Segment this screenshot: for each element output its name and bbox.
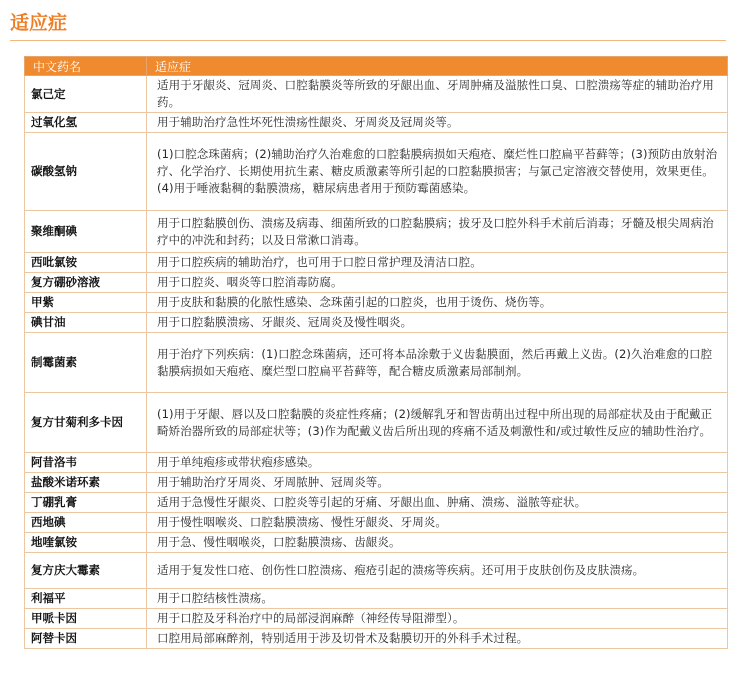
table-row (25, 513, 728, 533)
drug-name-cell: 利福平 (25, 589, 147, 609)
page-title: 适应症 (10, 12, 68, 34)
table-row (25, 273, 728, 293)
drug-name-cell: 西吡氯铵 (25, 253, 147, 273)
indication-cell: 用于辅助治疗牙周炎、牙周脓肿、冠周炎等。 (147, 473, 728, 493)
column-header-drug-name: 中文药名 (25, 57, 147, 76)
drug-name-cell: 氯己定 (25, 76, 147, 113)
indication-cell: 用于口腔炎、咽炎等口腔消毒防腐。 (147, 273, 728, 293)
indication-cell: 用于口腔黏膜溃疡、牙龈炎、冠周炎及慢性咽炎。 (147, 313, 728, 333)
drug-name-cell: 地喹氯铵 (25, 533, 147, 553)
table-row (25, 133, 728, 211)
drug-name-cell: 丁硼乳膏 (25, 493, 147, 513)
table-row (25, 629, 728, 649)
table-row (25, 473, 728, 493)
table-row (25, 589, 728, 609)
indication-cell: 适用于复发性口疮、创伤性口腔溃疡、疱疮引起的溃疡等疾病。还可用于皮肤创伤及皮肤溃疡。 (147, 553, 728, 589)
column-header-indications: 适应症 (147, 57, 728, 76)
drug-name-cell: 过氧化氢 (25, 113, 147, 133)
drug-name-cell: 复方庆大霉素 (25, 553, 147, 589)
indication-cell: (1)口腔念珠菌病；(2)辅助治疗久治难愈的口腔黏膜病损如天疱疮、糜烂性口腔扁平苔藓等；(3)预防由放射治疗、化学治疗、长期使用抗生素、糖皮质激素等所引起的口腔黏膜损害；与氯己定溶液交替使用，效果更佳。(4)用于唾液黏稠的黏膜溃疡，糖尿病患者用于预防霉菌感染。 (147, 133, 728, 211)
drug-name-cell: 复方甘菊利多卡因 (25, 393, 147, 453)
indication-cell: 用于单纯疱疹或带状疱疹感染。 (147, 453, 728, 473)
table-row (25, 253, 728, 273)
indication-cell: (1)用于牙龈、唇以及口腔黏膜的炎症性疼痛；(2)缓解乳牙和智齿萌出过程中所出现的局部症状及由于配戴正畸矫治器所致的局部症状等；(3)作为配戴义齿后所出现的疼痛不适及刺激性和/或过敏性反应的辅助性治疗。 (147, 393, 728, 453)
indication-cell: 用于口腔及牙科治疗中的局部浸润麻醉（神经传导阻滞型）。 (147, 609, 728, 629)
title-divider (10, 40, 726, 41)
table-row (25, 493, 728, 513)
indication-cell: 用于口腔疾病的辅助治疗，也可用于口腔日常护理及清洁口腔。 (147, 253, 728, 273)
table-row (25, 393, 728, 453)
drug-name-cell: 阿昔洛韦 (25, 453, 147, 473)
indications-table (24, 56, 728, 649)
indication-cell: 用于慢性咽喉炎、口腔黏膜溃疡、慢性牙龈炎、牙周炎。 (147, 513, 728, 533)
table-row (25, 313, 728, 333)
table-row (25, 533, 728, 553)
indication-cell: 用于治疗下列疾病：(1)口腔念珠菌病，还可将本品涂敷于义齿黏膜面，然后再戴上义齿。(2)久治难愈的口腔黏膜病损如天疱疮、糜烂型口腔扁平苔藓等，配合糖皮质激素局部制剂。 (147, 333, 728, 393)
drug-name-cell: 制霉菌素 (25, 333, 147, 393)
drug-name-cell: 阿替卡因 (25, 629, 147, 649)
table-row (25, 553, 728, 589)
drug-name-cell: 甲紫 (25, 293, 147, 313)
drug-name-cell: 西地碘 (25, 513, 147, 533)
indication-cell: 适用于牙龈炎、冠周炎、口腔黏膜炎等所致的牙龈出血、牙周肿痛及溢脓性口臭、口腔溃疡等症的辅助治疗用药。 (147, 76, 728, 113)
table-row (25, 609, 728, 629)
drug-name-cell: 碘甘油 (25, 313, 147, 333)
table-row (25, 333, 728, 393)
drug-name-cell: 盐酸米诺环素 (25, 473, 147, 493)
drug-name-cell: 复方硼砂溶液 (25, 273, 147, 293)
table-row (25, 113, 728, 133)
indication-cell: 适用于急慢性牙龈炎、口腔炎等引起的牙痛、牙龈出血、肿痛、溃疡、溢脓等症状。 (147, 493, 728, 513)
table-row (25, 293, 728, 313)
indication-cell: 用于急、慢性咽喉炎，口腔黏膜溃疡、齿龈炎。 (147, 533, 728, 553)
indication-cell: 口腔用局部麻醉剂，特别适用于涉及切骨术及黏膜切开的外科手术过程。 (147, 629, 728, 649)
drug-name-cell: 聚维酮碘 (25, 211, 147, 253)
table-header-row (25, 57, 728, 76)
drug-name-cell: 甲哌卡因 (25, 609, 147, 629)
drug-name-cell: 碳酸氢钠 (25, 133, 147, 211)
indication-cell: 用于口腔结核性溃疡。 (147, 589, 728, 609)
table-row (25, 453, 728, 473)
table-row (25, 76, 728, 113)
table-row (25, 211, 728, 253)
indication-cell: 用于辅助治疗急性坏死性溃疡性龈炎、牙周炎及冠周炎等。 (147, 113, 728, 133)
indication-cell: 用于皮肤和黏膜的化脓性感染、念珠菌引起的口腔炎，也用于烫伤、烧伤等。 (147, 293, 728, 313)
indication-cell: 用于口腔黏膜创伤、溃疡及病毒、细菌所致的口腔黏膜病；拔牙及口腔外科手术前后消毒；牙髓及根尖周病治疗中的冲洗和封药；以及日常漱口消毒。 (147, 211, 728, 253)
